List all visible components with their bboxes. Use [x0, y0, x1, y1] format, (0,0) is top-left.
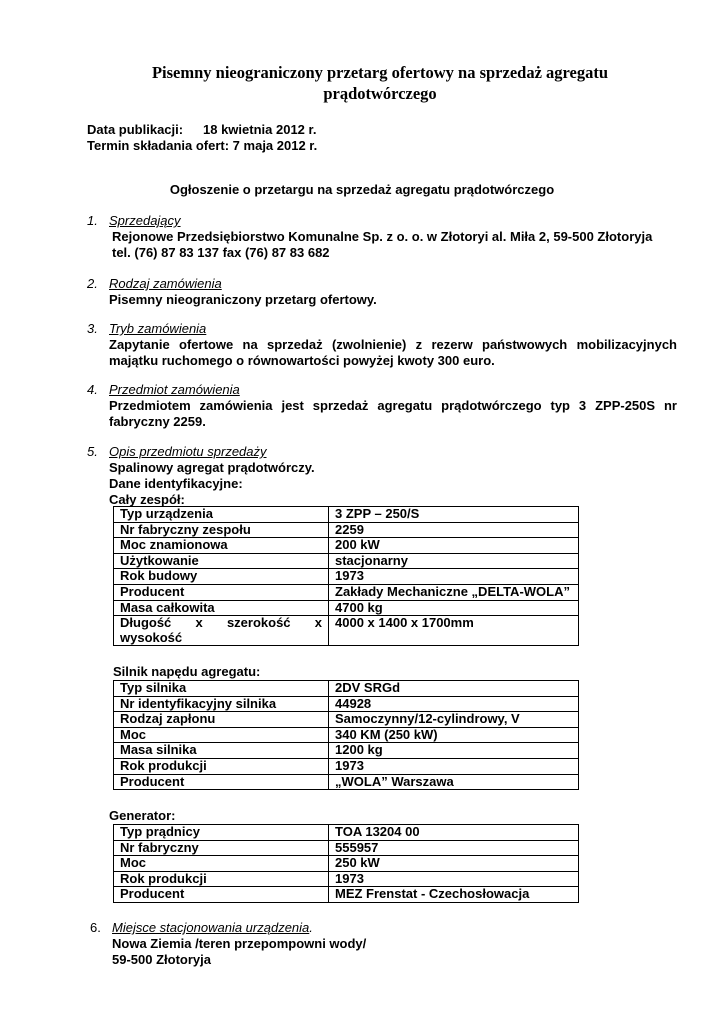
location-line: 59-500 Złotoryja [112, 952, 211, 967]
table-cell-label: Typ urządzenia [114, 507, 329, 523]
section-number: 6. [90, 920, 101, 935]
seller-contact: tel. (76) 87 83 137 fax (76) 87 83 682 [112, 245, 330, 260]
section-body [109, 292, 677, 308]
table-row [114, 774, 579, 790]
table-row [114, 569, 579, 585]
section-body [112, 936, 680, 968]
table-cell-label: Moc [114, 856, 329, 872]
title-line-2: prądotwórczego [323, 84, 437, 103]
table-cell-value: 4700 kg [329, 600, 579, 616]
table-row [114, 507, 579, 523]
table-cell-label: Masa silnika [114, 743, 329, 759]
section-number: 5. [87, 444, 98, 459]
table-cell-label: Nr fabryczny zespołu [114, 522, 329, 538]
section-heading: Przedmiot zamówienia [109, 382, 240, 397]
table-cell-value: TOA 13204 00 [329, 825, 579, 841]
unit-spec-body [114, 507, 579, 616]
table-cell-label: Moc [114, 727, 329, 743]
table-cell-value: MEZ Frenstat - Czechosłowacja [329, 887, 579, 903]
table-cell-value: 1200 kg [329, 743, 579, 759]
order-type-text: Pisemny nieograniczony przetarg ofertowy. [109, 292, 377, 307]
table-cell-value: 340 KM (250 kW) [329, 727, 579, 743]
table-row [114, 696, 579, 712]
section-heading: Rodzaj zamówienia [109, 276, 222, 291]
table-cell-label: Typ prądnicy [114, 825, 329, 841]
table-cell-label [114, 616, 329, 646]
publication-meta [87, 122, 317, 154]
document-title [110, 62, 650, 104]
table-cell-label: Rok produkcji [114, 758, 329, 774]
table-cell-value: 555957 [329, 840, 579, 856]
location-line: Nowa Ziemia /teren przepompowni wody/ [112, 936, 367, 951]
table-cell-label: Typ silnika [114, 681, 329, 697]
table-cell-value: 1973 [329, 871, 579, 887]
dims-word: x [314, 615, 322, 631]
title-line-1: Pisemny nieograniczony przetarg ofertowy na sprzedaż agregatu [151, 63, 609, 82]
description-line: Spalinowy agregat prądotwórczy. [109, 460, 315, 475]
section-heading-wrap [112, 920, 313, 936]
table-cell-value: 2259 [329, 522, 579, 538]
table-cell-label: Rodzaj zapłonu [114, 712, 329, 728]
section-number: 4. [87, 382, 98, 397]
table-row [114, 727, 579, 743]
table-cell-value: 1973 [329, 569, 579, 585]
description-line: Cały zespół: [109, 492, 185, 507]
table-cell-value: 2DV SRGd [329, 681, 579, 697]
table-row [114, 871, 579, 887]
section-number: 1. [87, 213, 98, 228]
dims-word: wysokość [120, 629, 183, 645]
table-cell-label: Producent [114, 584, 329, 600]
section-heading: Miejsce stacjonowania urządzenia [112, 920, 310, 935]
table-cell-value: Samoczynny/12-cylindrowy, V [329, 712, 579, 728]
table-cell-value: 4000 x 1400 x 1700mm [329, 616, 579, 646]
seller-address: Rejonowe Przedsiębiorstwo Komunalne Sp. z o. o. w Złotoryi al. Miła 2, 59-500 Złotoryja [112, 229, 653, 244]
table-row [114, 522, 579, 538]
table-cell-value: Zakłady Mechaniczne „DELTA-WOLA” [329, 584, 579, 600]
table-cell-label: Nr identyfikacyjny silnika [114, 696, 329, 712]
table-row [114, 616, 579, 646]
table-row [114, 538, 579, 554]
table-cell-value: 250 kW [329, 856, 579, 872]
table-cell-value: 1973 [329, 758, 579, 774]
section-body [112, 229, 680, 261]
generator-spec-body [114, 825, 579, 903]
publication-date-value: 18 kwietnia 2012 r. [203, 122, 317, 137]
table-cell-label: Użytkowanie [114, 553, 329, 569]
generator-heading: Generator: [109, 808, 176, 823]
dims-word: Długość [120, 615, 172, 631]
table-cell-label: Moc znamionowa [114, 538, 329, 554]
section-number: 3. [87, 321, 98, 336]
dims-label-line-1 [120, 616, 322, 631]
table-row [114, 584, 579, 600]
unit-spec-table [113, 506, 579, 646]
table-row [114, 712, 579, 728]
section-heading: Tryb zamówienia [109, 321, 207, 336]
table-cell-label: Rok budowy [114, 569, 329, 585]
table-row [114, 840, 579, 856]
offer-deadline: Termin składania ofert: 7 maja 2012 r. [87, 138, 318, 153]
section-heading-suffix: . [309, 920, 313, 935]
table-row [114, 887, 579, 903]
dims-word: szerokość [226, 615, 291, 631]
table-cell-label: Masa całkowita [114, 600, 329, 616]
order-subject-text: Przedmiotem zamówienia jest sprzedaż agregatu prądotwórczego typ 3 ZPP-250S nr fabryczny 2259. [109, 398, 677, 429]
table-row [114, 758, 579, 774]
table-cell-label: Producent [114, 774, 329, 790]
publication-date-row [87, 122, 317, 138]
description-line: Dane identyfikacyjne: [109, 476, 243, 491]
table-cell-label: Producent [114, 887, 329, 903]
engine-spec-body [114, 681, 579, 790]
order-mode-text: Zapytanie ofertowe na sprzedaż (zwolnienie) z rezerw państwowych mobilizacyjnych majątku ruchomego o równowartości powyżej kwoty 300 euro. [109, 337, 677, 368]
table-row [114, 600, 579, 616]
announcement-heading: Ogłoszenie o przetargu na sprzedaż agregatu prądotwórczego [169, 182, 555, 197]
engine-spec-table [113, 680, 579, 790]
dims-word: x [195, 615, 203, 631]
section-heading: Sprzedający [109, 213, 181, 228]
section-heading: Opis przedmiotu sprzedaży [109, 444, 267, 459]
table-row [114, 856, 579, 872]
engine-heading: Silnik napędu agregatu: [113, 664, 261, 679]
table-row [114, 681, 579, 697]
table-cell-value: „WOLA” Warszawa [329, 774, 579, 790]
table-row [114, 825, 579, 841]
table-cell-value: 3 ZPP – 250/S [329, 507, 579, 523]
publication-date-label: Data publikacji: [87, 122, 184, 137]
section-number: 2. [87, 276, 98, 291]
table-cell-label: Nr fabryczny [114, 840, 329, 856]
table-row [114, 743, 579, 759]
table-cell-value: 200 kW [329, 538, 579, 554]
section-body [109, 460, 677, 508]
generator-spec-table [113, 824, 579, 903]
table-cell-label: Rok produkcji [114, 871, 329, 887]
table-row [114, 553, 579, 569]
unit-spec-dims [114, 616, 579, 646]
table-cell-value: stacjonarny [329, 553, 579, 569]
table-cell-value: 44928 [329, 696, 579, 712]
